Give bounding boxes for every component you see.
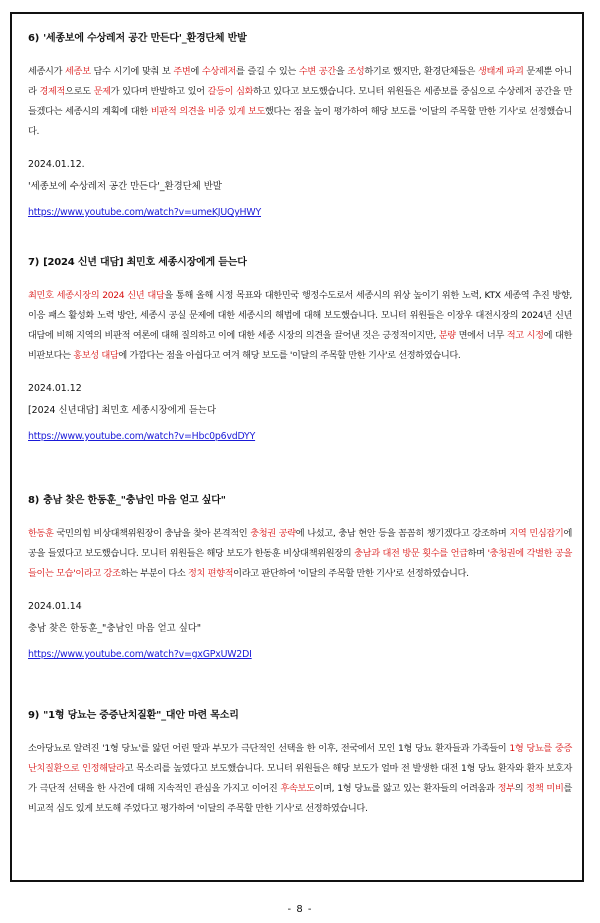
highlighted-text: 한동훈 xyxy=(28,528,54,539)
highlighted-text: 생태계 파괴 xyxy=(477,66,524,77)
article-section-9 xyxy=(28,709,572,819)
article-section-6 xyxy=(28,32,572,220)
article-heading xyxy=(28,32,572,46)
highlighted-text: 수상레저 xyxy=(201,66,236,77)
paragraph-text: 하는 부분이 다소 xyxy=(120,568,188,579)
article-summary xyxy=(28,739,572,819)
article-section-8 xyxy=(28,494,572,662)
article-number: 6) xyxy=(28,33,40,44)
article-title: [2024 신년대담] 최민호 세종시장에게 듣는다 xyxy=(28,405,216,416)
article-heading xyxy=(28,709,572,723)
paragraph-text: 를 비교적 심도 있게 보도해 주었다고 평가하여 '이달의 주목할 만한 기사'로 선정하였습니다. xyxy=(28,783,573,814)
highlighted-text: 세종보 xyxy=(65,66,91,77)
article-number: 8) xyxy=(28,495,40,506)
article-summary xyxy=(28,524,572,584)
article-date: 2024.01.12 xyxy=(28,383,82,394)
page-number: - 8 - xyxy=(287,904,313,915)
article-link[interactable]: https://www.youtube.com/watch?v=umeKJUQyHWY xyxy=(28,207,262,218)
paragraph-text: 에 가깝다는 점을 아쉽다고 여겨 해당 보도를 '이달의 주목할 만한 기사'로 선정하였습니다. xyxy=(118,350,461,361)
highlighted-text: 후속보도 xyxy=(280,783,315,794)
paragraph-text: 문제뿐 아니라 xyxy=(28,66,572,97)
article-date: 2024.01.12. xyxy=(28,159,85,170)
paragraph-text: 이며, 1형 당뇨를 앓고 있는 환자들의 어려움과 xyxy=(314,783,498,794)
article-heading-text: "1형 당뇨는 중증난치질환"_대안 마련 목소리 xyxy=(43,710,239,721)
highlighted-text: 충청권 공략 xyxy=(250,528,296,539)
article-title: 충남 찾은 한동훈_"충남인 마음 얻고 싶다" xyxy=(28,623,202,634)
highlighted-text: 정책 미비 xyxy=(526,783,564,794)
article-heading xyxy=(28,494,572,508)
highlighted-text: '충청권에 각별한 공을 들이는 모습'이라고 강조 xyxy=(28,548,572,579)
highlighted-text: 문제 xyxy=(93,86,111,97)
highlighted-text: 1형 당뇨를 중증 난치질환으로 인정해달라 xyxy=(28,743,572,774)
paragraph-text: 가 있다며 반발하고 있어 xyxy=(110,86,208,97)
highlighted-text: 지역 민심잡기 xyxy=(509,528,564,539)
article-heading-text: '세종보에 수상레저 공간 만든다'_환경단체 반발 xyxy=(43,33,247,44)
paragraph-text: 에 xyxy=(190,66,202,77)
highlighted-text: 홍보성 대담 xyxy=(73,350,119,361)
paragraph-text: 하기로 했지만, 환경단체들은 xyxy=(364,66,478,77)
paragraph-text: 을 xyxy=(335,66,348,77)
paragraph-text: 담수 시기에 맞춰 보 xyxy=(90,66,174,77)
article-summary xyxy=(28,62,572,142)
paragraph-text: 의 xyxy=(514,783,527,794)
paragraph-text: 을 통해 올해 시정 목표와 대한민국 행정수도로서 세종시의 위상 높이기 위한 노력, KTX 세종역 추진 방향, 이응 패스 활성화 노력 방안, 세종시 공실 문제에 대한 세종시의 해법에 대해 보도했습니다. 모니터 위원들은 이장우 대전시장의 2024년 신년 대담에 비해 지역의 비판적 여론에 대해 질의하고 이에 대한 세종 시장의 의견을 끌어낸 것은 긍정적이지만, xyxy=(28,290,572,341)
highlighted-text: 최민호 세종시장의 2024 신년 대담 xyxy=(28,290,165,301)
paragraph-text: 으로도 xyxy=(65,86,94,97)
highlighted-text: 분량 xyxy=(438,330,456,341)
article-link[interactable]: https://www.youtube.com/watch?v=gxGPxUW2DI xyxy=(28,649,252,660)
paragraph-text: 소아당뇨로 알려진 '1형 당뇨'를 앓던 어린 딸과 부모가 극단적인 선택을 한 이후, 전국에서 모인 1형 당뇨 환자들과 가족들이 xyxy=(28,743,510,754)
article-number: 9) xyxy=(28,710,40,721)
paragraph-text: 에 나섰고, 충남 현안 등을 꼼꼼히 챙기겠다고 강조하며 xyxy=(295,528,510,539)
paragraph-text: 에 대한 비판보다는 xyxy=(28,330,572,361)
highlighted-text: 충남과 대전 방문 횟수를 언급 xyxy=(354,548,468,559)
highlighted-text: 적고 시정 xyxy=(506,330,544,341)
highlighted-text: 수변 공간 xyxy=(298,66,336,77)
highlighted-text: 정부 xyxy=(497,783,515,794)
paragraph-text: 를 즐길 수 있는 xyxy=(236,66,299,77)
highlighted-text: 주변 xyxy=(173,66,191,77)
highlighted-text: 조성 xyxy=(347,66,365,77)
page-frame xyxy=(10,12,584,882)
paragraph-text: 에 공을 들였다고 보도했습니다. 모니터 위원들은 해당 보도가 한동훈 비상대책위원장의 xyxy=(28,528,572,559)
article-heading-text: [2024 신년 대담] 최민호 세종시장에게 듣는다 xyxy=(43,257,247,268)
highlighted-text: 경제적 xyxy=(39,86,66,97)
article-link[interactable]: https://www.youtube.com/watch?v=Hbc0p6vdDYY xyxy=(28,431,256,442)
article-summary xyxy=(28,286,572,366)
paragraph-text: 세종시가 xyxy=(28,66,66,77)
highlighted-text: 갈등이 심화 xyxy=(207,86,254,97)
paragraph-text: 고 목소리를 높였다고 보도했습니다. 모니터 위원들은 해당 보도가 얼마 전 발생한 대전 1형 당뇨 환자와 환자 보호자가 극단적 선택을 한 사건에 대해 지속적인 관심을 가지고 이어진 xyxy=(28,763,572,794)
highlighted-text: 정치 편향적 xyxy=(187,568,234,579)
highlighted-text: 비판적 의견을 비중 있게 보도 xyxy=(150,106,266,117)
article-title: '세종보에 수상레저 공간 만든다'_환경단체 반발 xyxy=(28,181,222,192)
paragraph-text: 하며 xyxy=(467,548,488,559)
article-heading-text: 충남 찾은 한동훈_"충남인 마음 얻고 싶다" xyxy=(43,495,226,506)
paragraph-text: 하고 있다고 보도했습니다. 모니터 위원들은 세종보를 중심으로 수상레저 공간을 만들겠다는 세종시의 계획에 대한 xyxy=(28,86,572,117)
paragraph-text: 이라고 판단하여 '이달의 주목할 만한 기사'로 선정하였습니다. xyxy=(233,568,469,579)
paragraph-text: 했다는 점을 높이 평가하여 해당 보도를 '이달의 주목할 만한 기사'로 선정했습니다. xyxy=(28,106,573,137)
article-section-7 xyxy=(28,256,572,444)
article-date: 2024.01.14 xyxy=(28,601,82,612)
paragraph-text: 국민의힘 비상대책위원장이 충남을 찾아 본격적인 xyxy=(53,528,251,539)
article-number: 7) xyxy=(28,257,40,268)
paragraph-text: 면에서 너무 xyxy=(455,330,507,341)
article-heading xyxy=(28,256,572,270)
